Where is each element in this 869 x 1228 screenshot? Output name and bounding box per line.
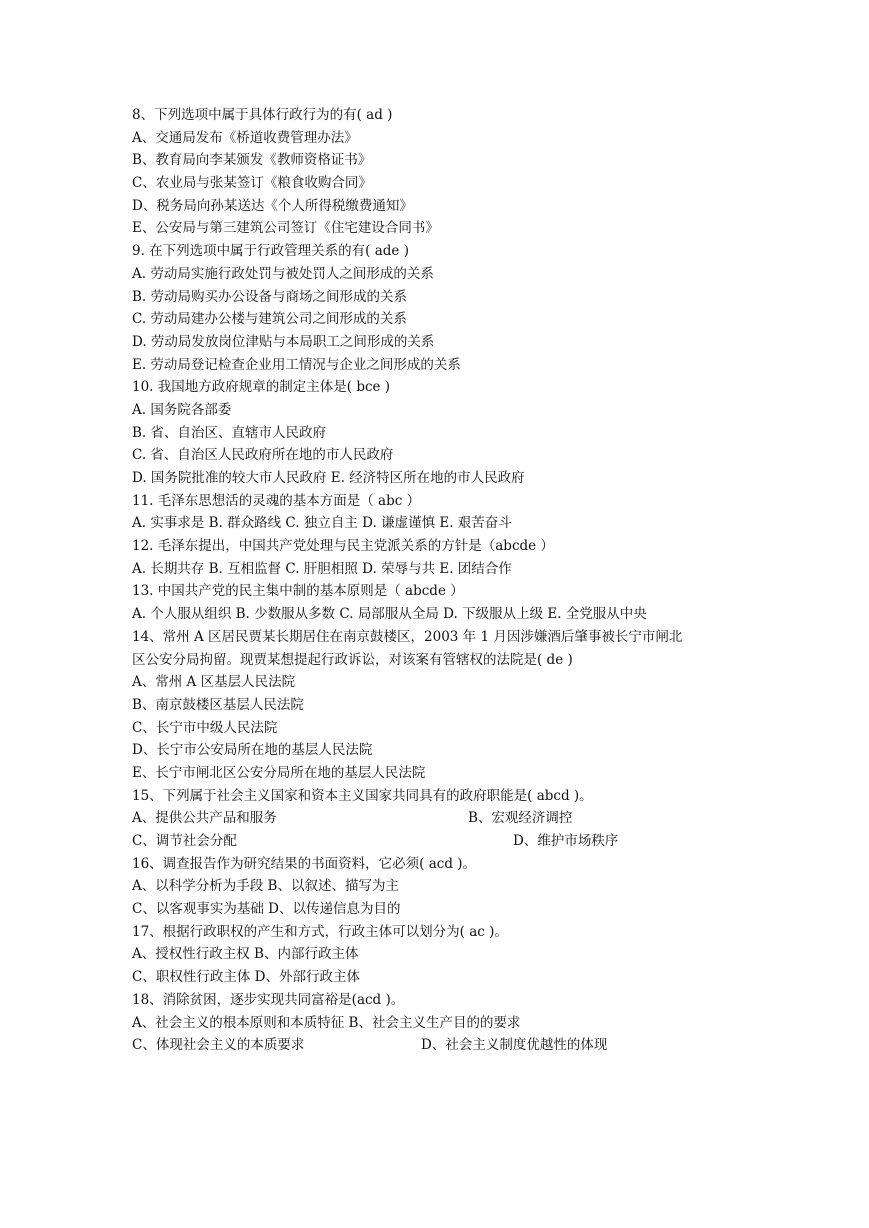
option-14e: E、长宁市闸北区公安分局所在地的基层人民法院 bbox=[132, 764, 426, 781]
option-9c: C. 劳动局建办公楼与建筑公司之间形成的关系 bbox=[132, 311, 407, 328]
option-9a: A. 劳动局实施行政处罚与被处罚人之间形成的关系 bbox=[132, 265, 434, 282]
option-14b: B、南京鼓楼区基层人民法院 bbox=[132, 696, 304, 713]
options-17-row1: A、授权性行政主权 B、内部行政主体 bbox=[132, 946, 359, 963]
option-8b: B、教育局向李某颁发《教师资格证书》 bbox=[132, 152, 372, 169]
options-15-row2 bbox=[132, 830, 742, 853]
option-15b: B、宏观经济调控 bbox=[468, 810, 573, 827]
option-8a: A、交通局发布《桥道收费管理办法》 bbox=[132, 129, 358, 146]
document-page bbox=[132, 104, 742, 1057]
option-15a: A、提供公共产品和服务 bbox=[132, 810, 277, 827]
option-8d: D、税务局向孙某送达《个人所得税缴费通知》 bbox=[132, 197, 413, 214]
options-18-row2 bbox=[132, 1034, 742, 1057]
option-14a: A、常州 A 区基层人民法院 bbox=[132, 674, 296, 691]
option-10b: B. 省、自治区、直辖市人民政府 bbox=[132, 424, 327, 441]
option-9b: B. 劳动局购买办公设备与商场之间形成的关系 bbox=[132, 288, 408, 305]
option-14c: C、长宁市中级人民法院 bbox=[132, 719, 278, 736]
options-11: A. 实事求是 B. 群众路线 C. 独立自主 D. 谦虚谨慎 E. 艰苦奋斗 bbox=[132, 515, 512, 532]
option-18d: D、社会主义制度优越性的体现 bbox=[421, 1037, 608, 1054]
question-8: 8、下列选项中属于具体行政行为的有( ad ) bbox=[132, 107, 393, 123]
question-15: 15、下列属于社会主义国家和资本主义国家共同具有的政府职能是( abcd )。 bbox=[132, 787, 593, 804]
option-15d: D、维护市场秩序 bbox=[513, 833, 619, 849]
question-16: 16、调查报告作为研究结果的书面资料，它必须( acd )。 bbox=[132, 855, 477, 872]
option-9d: D. 劳动局发放岗位津贴与本局职工之间形成的关系 bbox=[132, 333, 435, 350]
options-18-row1: A、社会主义的根本原则和本质特征 B、社会主义生产目的的要求 bbox=[132, 1014, 521, 1031]
question-14-line1: 14、常州 A 区居民贾某长期居住在南京鼓楼区，2003 年 1 月因涉嫌酒后肇事被长宁市闸北 bbox=[132, 628, 683, 645]
option-18c: C、体现社会主义的本质要求 bbox=[132, 1037, 305, 1054]
question-11: 11. 毛泽东思想活的灵魂的基本方面是（ abc ） bbox=[132, 492, 421, 509]
question-10: 10. 我国地方政府规章的制定主体是( bce ) bbox=[132, 379, 391, 396]
question-18: 18、消除贫困，逐步实现共同富裕是(acd )。 bbox=[132, 991, 405, 1008]
question-17: 17、根据行政职权的产生和方式，行政主体可以划分为( ac )。 bbox=[132, 923, 508, 940]
options-12: A. 长期共存 B. 互相监督 C. 肝胆相照 D. 荣辱与共 E. 团结合作 bbox=[132, 560, 512, 577]
option-8c: C、农业局与张某签订《粮食收购合同》 bbox=[132, 175, 372, 192]
options-16-row1: A、以科学分析为手段 B、以叙述、描写为主 bbox=[132, 878, 399, 895]
question-14-line2: 区公安分局拘留。现贾某想提起行政诉讼，对该案有管辖权的法院是( de ) bbox=[132, 651, 573, 668]
question-9: 9. 在下列选项中属于行政管理关系的有( ade ) bbox=[132, 243, 409, 260]
option-15c: C、调节社会分配 bbox=[132, 833, 237, 849]
option-8e: E、公安局与第三建筑公司签订《住宅建设合同书》 bbox=[132, 220, 439, 237]
question-12: 12. 毛泽东提出，中国共产党处理与民主党派关系的方针是（abcde ） bbox=[132, 538, 554, 555]
option-10c: C. 省、自治区人民政府所在地的市人民政府 bbox=[132, 447, 394, 464]
option-14d: D、长宁市公安局所在地的基层人民法院 bbox=[132, 742, 373, 759]
options-15-row1 bbox=[132, 807, 742, 830]
option-10a: A. 国务院各部委 bbox=[132, 401, 232, 418]
option-10de: D. 国务院批准的较大市人民政府 E. 经济特区所在地的市人民政府 bbox=[132, 470, 525, 486]
options-16-row2: C、以客观事实为基础 D、以传递信息为目的 bbox=[132, 901, 401, 918]
options-13: A. 个人服从组织 B. 少数服从多数 C. 局部服从全局 D. 下级服从上级 E. 全党服从中央 bbox=[132, 606, 647, 623]
question-13: 13. 中国共产党的民主集中制的基本原则是（ abcde ） bbox=[132, 583, 464, 600]
options-17-row2: C、职权性行政主体 D、外部行政主体 bbox=[132, 969, 360, 986]
option-9e: E. 劳动局登记检查企业用工情况与企业之间形成的关系 bbox=[132, 356, 461, 373]
